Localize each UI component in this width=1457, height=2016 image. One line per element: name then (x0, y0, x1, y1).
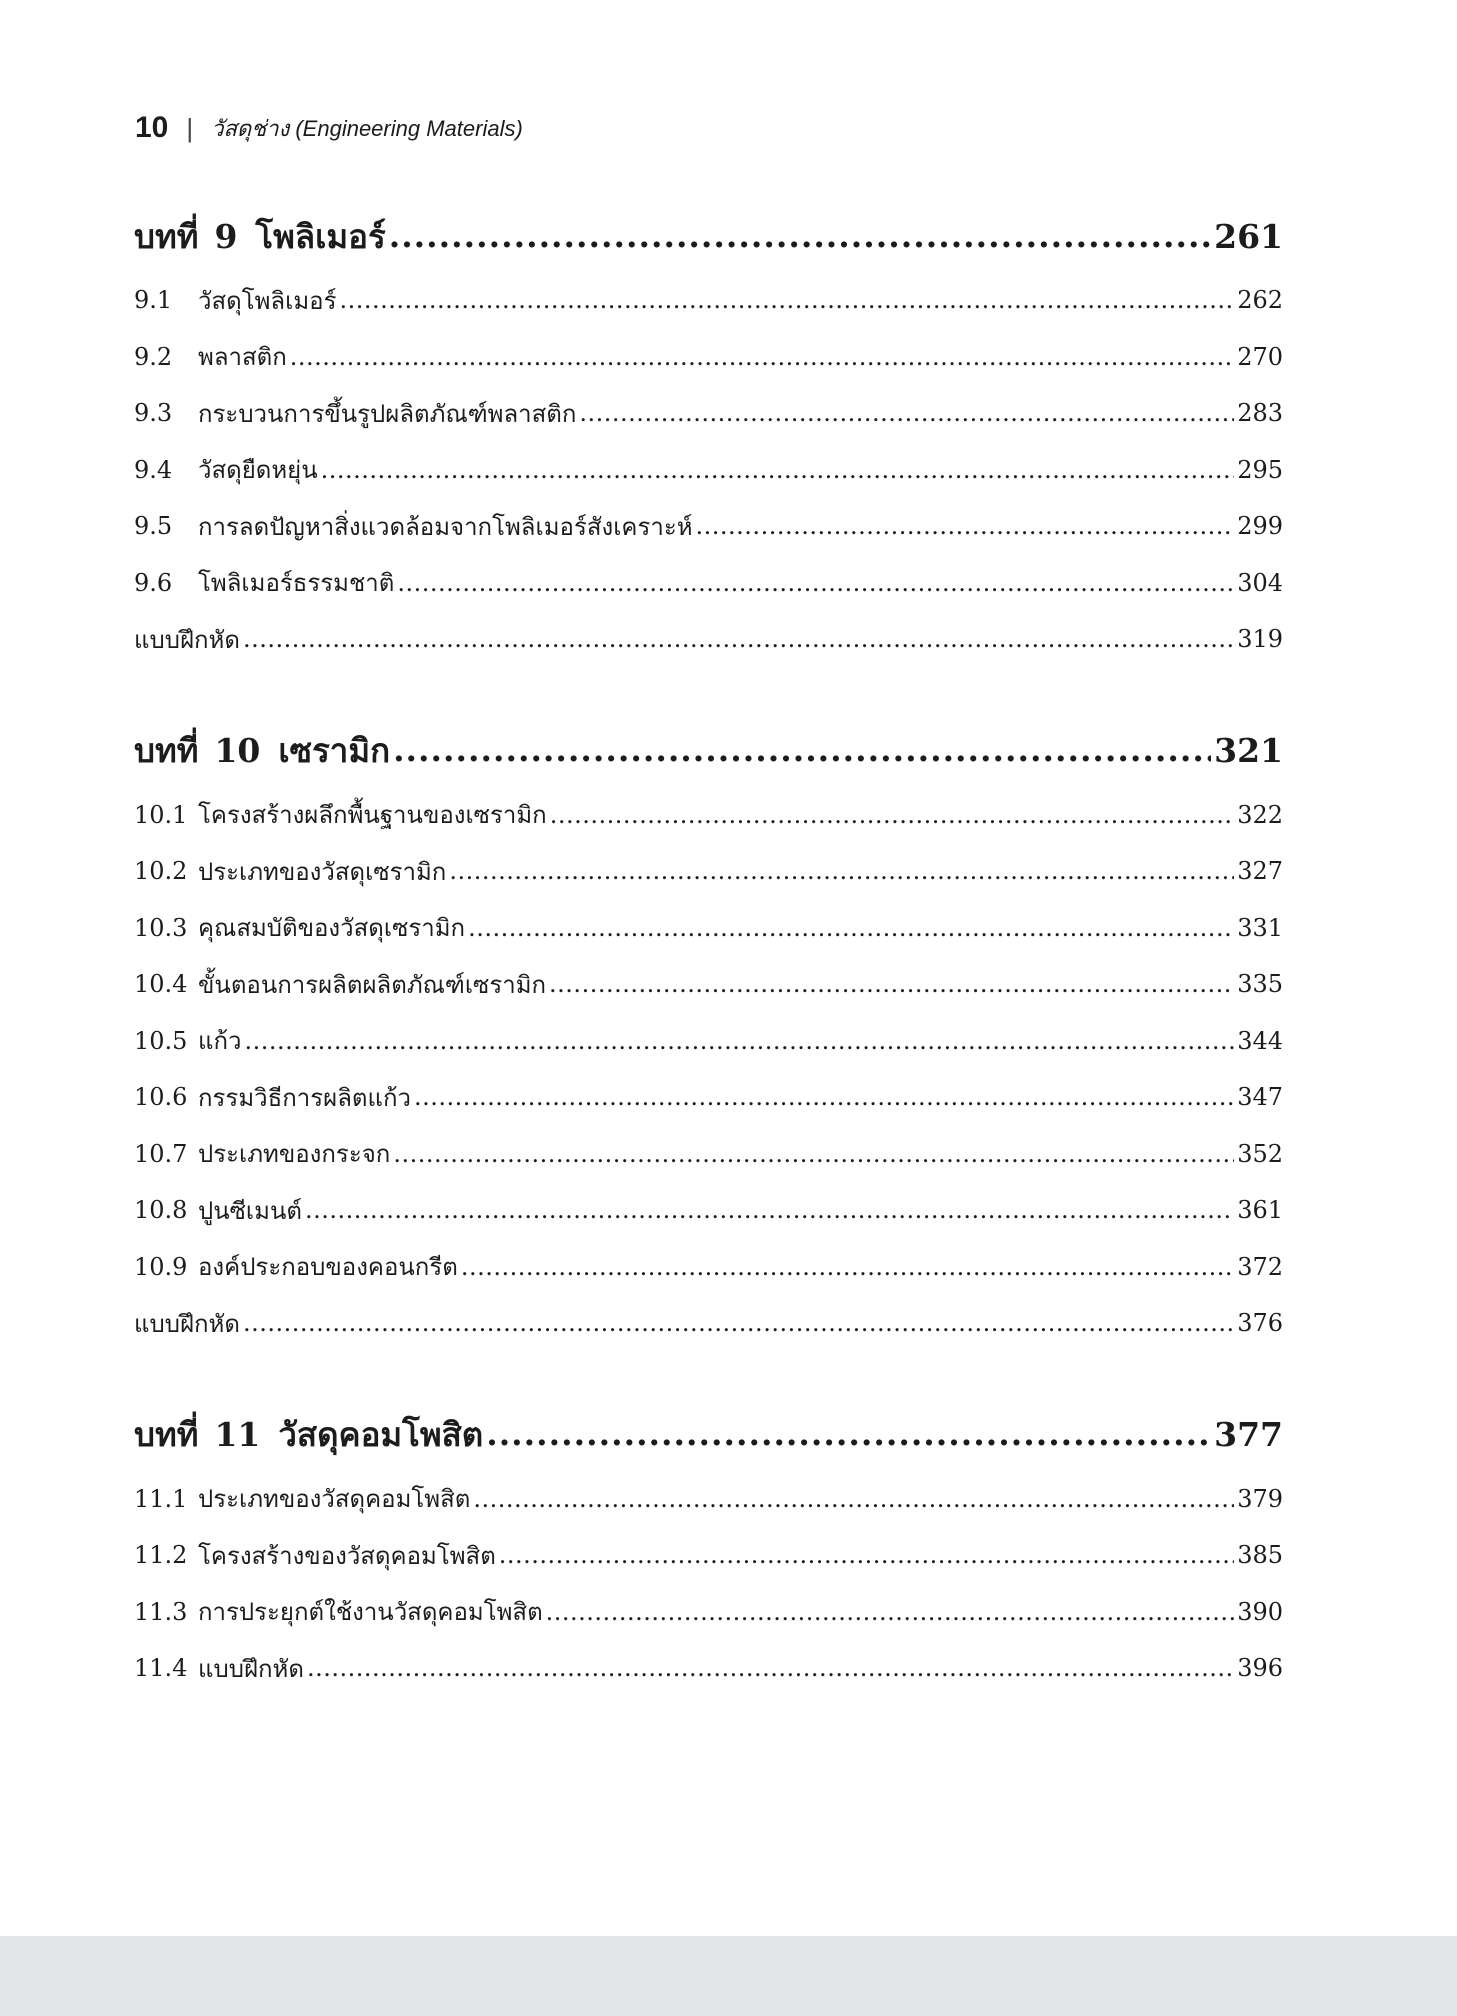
toc-entry[interactable] (134, 843, 1283, 900)
section-page: 283 (1237, 399, 1283, 428)
chapter-9 (134, 200, 1283, 668)
chapter-page: 377 (1214, 1415, 1283, 1454)
section-number: 10.7 (134, 1139, 188, 1168)
section-number: 11.2 (134, 1541, 188, 1570)
dot-leader (243, 625, 1234, 653)
section-title: ขั้นตอนการผลิตผลิตภัณฑ์เซรามิก (198, 970, 547, 999)
chapter-heading[interactable] (134, 715, 1283, 787)
section-number: 11.3 (134, 1597, 188, 1626)
section-title: พลาสติก (198, 343, 287, 372)
chapter-10 (134, 715, 1283, 1352)
section-page: 262 (1237, 286, 1283, 315)
dot-leader (389, 217, 1211, 255)
dot-leader (243, 1309, 1234, 1337)
toc-entry[interactable] (134, 385, 1283, 442)
section-title: โพลิเมอร์ธรรมชาติ (198, 569, 395, 598)
section-title: โครงสร้างผลึกพื้นฐานของเซรามิก (198, 801, 547, 830)
section-number: 9.5 (134, 512, 173, 541)
toc-entry[interactable] (134, 1640, 1283, 1697)
section-number: 10.2 (134, 857, 188, 886)
dot-leader (393, 732, 1211, 770)
section-title: วัสดุโพลิเมอร์ (198, 286, 337, 315)
section-number: 9.6 (134, 568, 173, 597)
header-separator: | (186, 112, 194, 143)
footer-band (0, 1936, 1457, 2016)
chapter-label: บทที่ (134, 216, 199, 256)
chapter-heading[interactable] (134, 1399, 1283, 1471)
toc-entry[interactable] (134, 442, 1283, 499)
dot-leader (468, 914, 1234, 942)
section-number: 10.8 (134, 1196, 188, 1225)
chapter-title: โพลิเมอร์ (255, 216, 386, 256)
page-number: 10 (135, 111, 169, 144)
table-of-contents (134, 200, 1283, 1744)
section-page: 270 (1237, 342, 1283, 371)
section-number: 10.9 (134, 1252, 188, 1281)
dot-leader (244, 1027, 1234, 1055)
toc-entry[interactable] (134, 1069, 1283, 1126)
chapter-11 (134, 1399, 1283, 1697)
dot-leader (549, 970, 1234, 998)
section-number: 10.4 (134, 970, 188, 999)
toc-entry[interactable] (134, 1239, 1283, 1296)
toc-entry[interactable] (134, 329, 1283, 386)
dot-leader (486, 1416, 1211, 1454)
section-page: 295 (1237, 455, 1283, 484)
section-page: 335 (1237, 970, 1283, 999)
chapter-heading[interactable] (134, 200, 1283, 272)
section-title: แบบฝึกหัด (134, 1309, 240, 1338)
section-page: 352 (1237, 1139, 1283, 1168)
section-title: การประยุกต์ใช้งานวัสดุคอมโพสิต (198, 1598, 543, 1627)
section-title: กรรมวิธีการผลิตแก้ว (198, 1083, 411, 1112)
dot-leader (579, 399, 1234, 427)
toc-entry[interactable] (134, 498, 1283, 555)
chapter-title: วัสดุคอมโพสิต (278, 1415, 484, 1454)
toc-entry[interactable] (134, 956, 1283, 1013)
chapter-page: 261 (1214, 216, 1283, 256)
toc-entry[interactable] (134, 1182, 1283, 1239)
toc-entry[interactable] (134, 555, 1283, 612)
dot-leader (305, 1196, 1234, 1224)
section-title: แบบฝึกหัด (198, 1654, 304, 1683)
section-page: 331 (1237, 913, 1283, 942)
dot-leader (473, 1485, 1234, 1513)
section-title: คุณสมบัติของวัสดุเซรามิก (198, 914, 466, 943)
section-number: 10.3 (134, 913, 188, 942)
section-number: 9.4 (134, 455, 173, 484)
dot-leader (290, 343, 1234, 371)
dot-leader (393, 1140, 1234, 1168)
toc-entry[interactable] (134, 787, 1283, 844)
chapter-label: บทที่ (134, 1415, 199, 1454)
section-page: 372 (1237, 1252, 1283, 1281)
section-title: แก้ว (198, 1027, 242, 1056)
chapter-number: 11 (214, 1415, 261, 1454)
section-number: 9.3 (134, 399, 173, 428)
toc-entry-exercises[interactable] (134, 1295, 1283, 1352)
toc-entry[interactable] (134, 272, 1283, 329)
section-title: ประเภทของวัสดุคอมโพสิต (198, 1485, 471, 1514)
section-title: กระบวนการขึ้นรูปผลิตภัณฑ์พลาสติก (198, 399, 577, 428)
section-number: 10.1 (134, 800, 188, 829)
section-page: 304 (1237, 568, 1283, 597)
book-title: วัสดุช่าง (Engineering Materials) (211, 115, 523, 141)
section-number: 11.1 (134, 1484, 188, 1513)
toc-entry[interactable] (134, 1126, 1283, 1183)
toc-entry[interactable] (134, 900, 1283, 957)
running-header (135, 106, 523, 150)
section-page: 379 (1237, 1484, 1283, 1513)
dot-leader (461, 1253, 1234, 1281)
section-page: 376 (1237, 1309, 1283, 1338)
section-page: 344 (1237, 1026, 1283, 1055)
section-number: 10.5 (134, 1026, 188, 1055)
dot-leader (546, 1598, 1235, 1626)
section-title: แบบฝึกหัด (134, 625, 240, 654)
section-title: องค์ประกอบของคอนกรีต (198, 1253, 458, 1282)
dot-leader (321, 456, 1235, 484)
section-page: 299 (1237, 512, 1283, 541)
section-number: 11.4 (134, 1654, 188, 1683)
section-page: 385 (1237, 1541, 1283, 1570)
chapter-title: เซรามิก (278, 731, 391, 770)
dot-leader (499, 1541, 1234, 1569)
toc-entry[interactable] (134, 1584, 1283, 1641)
dot-leader (414, 1083, 1234, 1111)
dot-leader (696, 512, 1235, 540)
section-page: 319 (1237, 625, 1283, 654)
chapter-label: บทที่ (134, 731, 199, 770)
dot-leader (339, 286, 1234, 314)
section-page: 361 (1237, 1196, 1283, 1225)
chapter-number: 9 (214, 216, 238, 256)
section-title: ประเภทของกระจก (198, 1140, 391, 1169)
section-page: 322 (1237, 800, 1283, 829)
section-title: ปูนซีเมนต์ (198, 1196, 302, 1225)
section-page: 390 (1237, 1597, 1283, 1626)
chapter-number: 10 (214, 731, 261, 770)
section-page: 396 (1237, 1654, 1283, 1683)
toc-entry[interactable] (134, 1527, 1283, 1584)
section-title: ประเภทของวัสดุเซรามิก (198, 857, 447, 886)
section-title: โครงสร้างของวัสดุคอมโพสิต (198, 1541, 496, 1570)
toc-entry[interactable] (134, 1471, 1283, 1528)
section-number: 9.2 (134, 342, 173, 371)
toc-entry-exercises[interactable] (134, 611, 1283, 668)
dot-leader (550, 801, 1234, 829)
dot-leader (307, 1654, 1234, 1682)
dot-leader (397, 569, 1234, 597)
toc-entry[interactable] (134, 1013, 1283, 1070)
chapter-page: 321 (1214, 731, 1283, 770)
dot-leader (449, 857, 1234, 885)
section-number: 10.6 (134, 1083, 188, 1112)
section-title: วัสดุยืดหยุ่น (198, 456, 318, 485)
section-page: 347 (1237, 1083, 1283, 1112)
section-page: 327 (1237, 857, 1283, 886)
section-title: การลดปัญหาสิ่งแวดล้อมจากโพลิเมอร์สังเคราะห์ (198, 512, 693, 541)
section-number: 9.1 (134, 286, 173, 315)
